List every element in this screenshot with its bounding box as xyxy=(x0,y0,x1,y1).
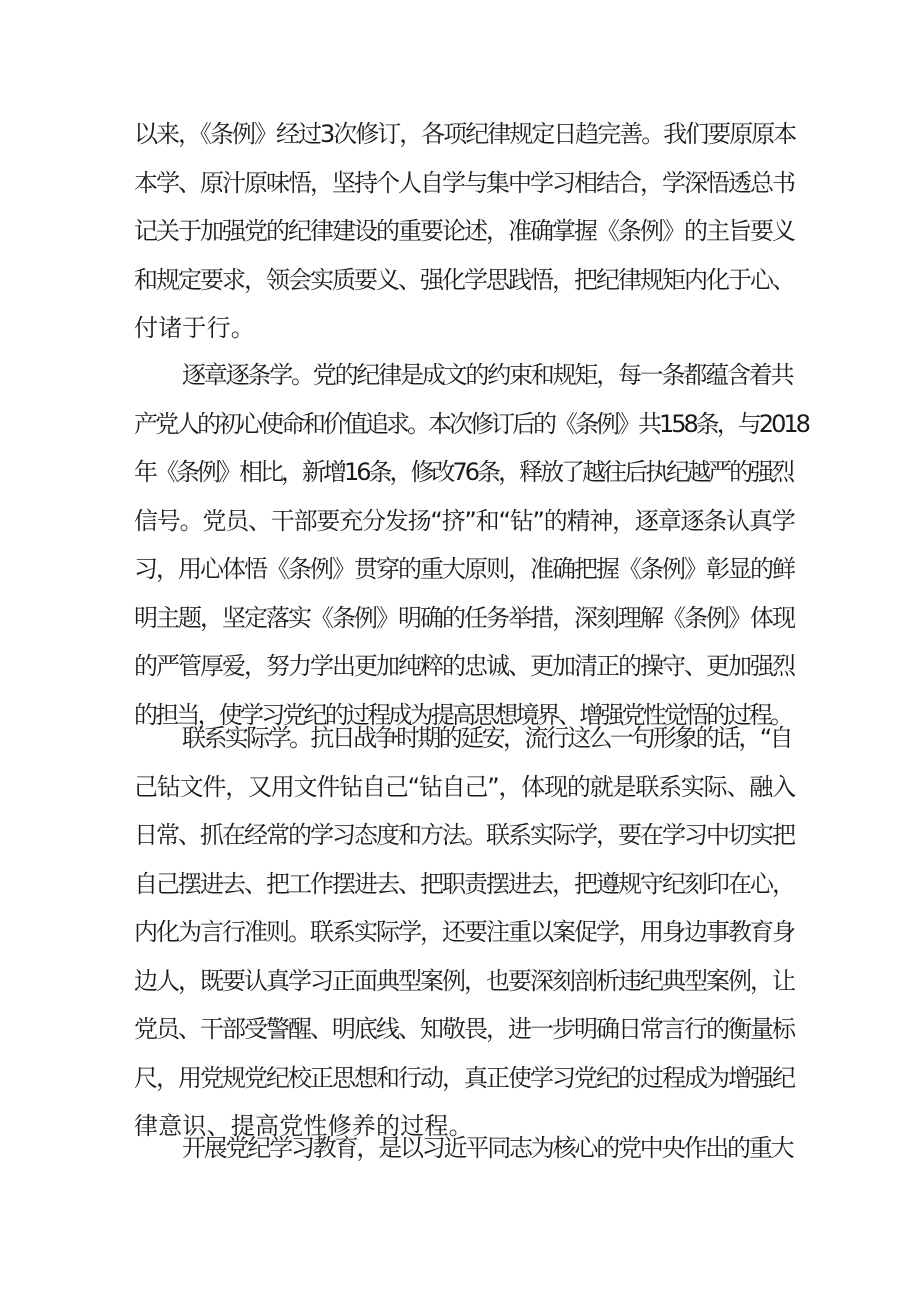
text-line: 己钻文件，又用文件钻自己“钻自己”，体现的就是联系实际、融入 xyxy=(134,772,795,801)
paragraph-discipline-education xyxy=(134,1124,796,1173)
text-line: 日常、抓在经常的学习态度和方法。联系实际学，要在学习中切实把 xyxy=(134,821,794,849)
text-line: 记关于加强党的纪律建设的重要论述，准确掌握《条例》的主旨要义 xyxy=(134,217,794,245)
text-line: 信号。党员、干部要充分发扬“挤”和“钻”的精神，逐章逐条认真学 xyxy=(134,506,795,535)
text-line: 习，用心体悟《条例》贯穿的重大原则，准确把握《条例》彰显的鲜 xyxy=(134,555,794,583)
paragraph-continuation xyxy=(134,110,796,353)
text-line: 的严管厚爱，努力学出更加纯粹的忠诚、更加清正的操守、更加强烈 xyxy=(134,652,794,680)
paragraph-study-chapter-by-chapter xyxy=(134,351,808,739)
text-line: 党员、干部受警醒、明底线、知敬畏，进一步明确日常言行的衡量标 xyxy=(134,1015,794,1043)
text-line: 产党人的初心使命和价值追求。本次修订后的《条例》共158条，与2018 xyxy=(134,409,808,438)
text-line: 年《条例》相比，新增16条，修改76条，释放了越往后执纪越严的强烈 xyxy=(134,458,793,486)
text-line: 本学、原汁原味悟，坚持个人自学与集中学习相结合，学深悟透总书 xyxy=(134,168,794,197)
text-line: 尺，用党规党纪校正思想和行动，真正使学习党纪的过程成为增强纪 xyxy=(134,1063,794,1092)
text-line: 的担当，使学习党纪的过程成为提高思想境界、增强党性觉悟的过程。 xyxy=(134,700,792,729)
text-line: 边人，既要认真学习正面典型案例，也要深刻剖析违纪典型案例，让 xyxy=(134,966,794,995)
text-line: 明主题，坚定落实《条例》明确的任务举措，深刻理解《条例》体现 xyxy=(134,603,794,632)
text-line: 付诸于行。 xyxy=(134,314,255,342)
text-line: 逐章逐条学。党的纪律是成文的约束和规矩，每一条都蕴含着共 xyxy=(182,361,793,389)
text-line: 联系实际学。抗日战争时期的延安，流行这么一句形象的话，“自 xyxy=(182,724,792,752)
text-line: 自己摆进去、把工作摆进去、把职责摆进去，把遵规守纪刻印在心， xyxy=(134,869,794,898)
paragraph-study-with-practice xyxy=(134,714,796,1151)
text-line: 开展党纪学习教育，是以习近平同志为核心的党中央作出的重大 xyxy=(182,1134,793,1162)
text-line: 内化为言行准则。联系实际学，还要注重以案促学，用身边事教育身 xyxy=(134,918,794,946)
text-line: 律意识、提高党性修养的过程。 xyxy=(134,1112,473,1140)
text-line: 以来，《条例》经过3次修订，各项纪律规定日趋完善。我们要原原本 xyxy=(134,120,796,148)
text-line: 和规定要求，领会实质要义、强化学思践悟，把纪律规矩内化于心、 xyxy=(134,265,794,294)
